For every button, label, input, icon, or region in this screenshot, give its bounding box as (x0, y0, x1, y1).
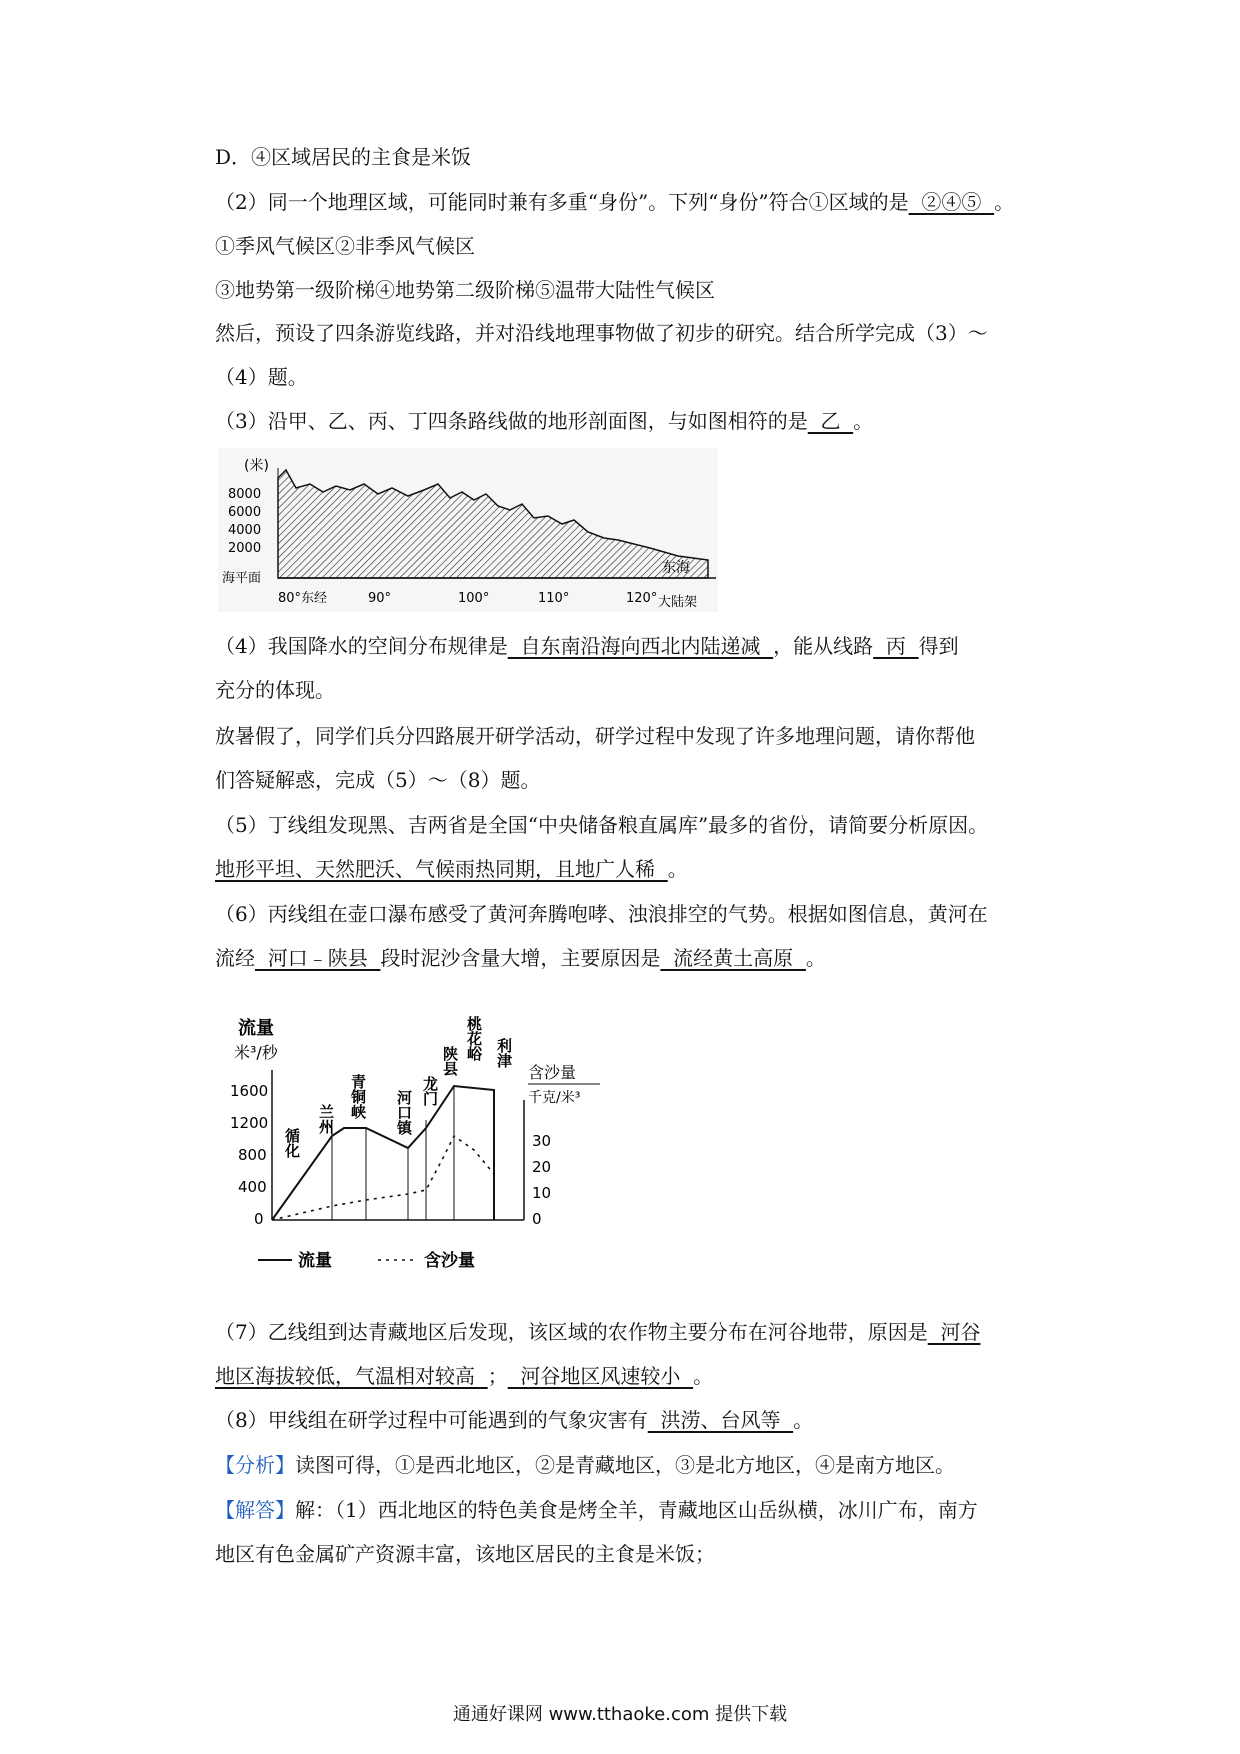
question-2 (215, 188, 1014, 216)
q4-cont: 充分的体现。 (215, 678, 335, 702)
q6-end: 。 (805, 946, 826, 970)
flow-tick: 400 (238, 1178, 267, 1196)
q2-end: 。 (994, 190, 1015, 214)
analysis-text: 读图可得，①是西北地区，②是青藏地区，③是北方地区，④是南方地区。 (295, 1453, 955, 1477)
solution-cont: 地区有色金属矿产资源丰富，该地区居民的主食是米饭； (215, 1542, 715, 1566)
legend-flow-label: 流量 (298, 1251, 332, 1271)
sediment-tick: 30 (532, 1132, 552, 1150)
flow-tick: 0 (254, 1210, 264, 1228)
station-label: 青铜峡 (349, 1074, 367, 1119)
q7-text: （7）乙线组到达青藏地区后发现，该区域的农作物主要分布在河谷地带，原因是 (215, 1320, 928, 1344)
intro-routes: 然后，预设了四条游览线路，并对沿线地理事物做了初步的研究。结合所学完成（3）～ (215, 321, 988, 345)
flow-axis-unit: 米³/秒 (234, 1043, 278, 1062)
flow-line (272, 1086, 494, 1220)
profile-x-tick: 90° (368, 591, 392, 606)
station-label: 兰州 (317, 1104, 335, 1134)
east-sea-label: 东海 (662, 560, 690, 576)
question-3 (215, 407, 873, 435)
intro-summer-cont: 们答疑解惑，完成（5）～（8）题。 (215, 768, 541, 792)
q3-answer: 乙 (807, 409, 854, 433)
q8-answer: 洪涝、台风等 (647, 1408, 794, 1432)
sediment-axis-unit: 千克/米³ (528, 1090, 581, 1106)
q4-text-mid: ，能从线路 (773, 634, 874, 658)
q4-end: 得到 (918, 634, 959, 658)
sediment-tick: 20 (532, 1158, 552, 1176)
q8-text: （8）甲线组在研学过程中可能遇到的气象灾害有 (215, 1408, 648, 1432)
analysis (215, 1451, 955, 1479)
q3-text: （3）沿甲、乙、丙、丁四条路线做的地形剖面图，与如图相符的是 (215, 409, 808, 433)
question-8 (215, 1406, 813, 1434)
yellow-river-figure (228, 1010, 628, 1280)
question-4 (215, 632, 959, 660)
q6-answer-1: 河口﹣陕县 (255, 946, 381, 970)
q7-sep: ； (487, 1364, 508, 1388)
station-label: 循化 (283, 1128, 301, 1158)
q2-options-a: ①季风气候区②非季风气候区 (215, 234, 475, 258)
flow-tick: 800 (238, 1146, 267, 1164)
q6-answer-2: 流经黄土高原 (660, 946, 806, 970)
q7-answer-line (215, 1362, 713, 1390)
q7-answer-1a: 河谷 (927, 1320, 981, 1344)
q2-answer: ②④⑤ (908, 190, 995, 214)
q2-text: （2）同一个地理区域，可能同时兼有多重“身份”。下列“身份”符合①区域的是 (215, 190, 909, 214)
shelf-label: 大陆架 (658, 595, 698, 610)
sediment-tick: 0 (532, 1210, 542, 1228)
q5-answer: 地形平坦、天然肥沃、气候雨热同期，且地广人稀 (215, 857, 668, 881)
station-label: 陕县 (441, 1046, 459, 1076)
terrain-profile-figure (218, 448, 718, 612)
q5-answer-line (215, 855, 688, 883)
question-6: （6）丙线组在壶口瀑布感受了黄河奔腾咆哮、浊浪排空的气势。根据如图信息，黄河在 (215, 902, 988, 926)
legend-sand-label: 含沙量 (424, 1251, 475, 1271)
profile-x-tick: 100° (458, 591, 490, 606)
option-d: D．④区域居民的主食是米饭 (215, 145, 472, 169)
profile-y-tick: 6000 (228, 505, 262, 520)
q6-text-mid: 段时泥沙含量大增，主要原因是 (380, 946, 661, 970)
q7-answer-2: 河谷地区风速较小 (507, 1364, 694, 1388)
profile-y-tick: 2000 (228, 541, 262, 556)
solution (215, 1496, 978, 1524)
station-label: 桃花峪 (465, 1016, 483, 1061)
solution-tag: 【解答】 (215, 1498, 295, 1522)
q6-text: 流经 (215, 946, 255, 970)
q4-answer-2: 丙 (873, 634, 919, 658)
sediment-axis-title: 含沙量 (528, 1063, 577, 1082)
station-label: 利津 (495, 1038, 513, 1068)
q4-text: （4）我国降水的空间分布规律是 (215, 634, 508, 658)
flow-axis-title: 流量 (238, 1018, 274, 1039)
q6-answer-line (215, 944, 826, 972)
q8-end: 。 (793, 1408, 814, 1432)
profile-x-tick: 80°东经 (278, 591, 328, 606)
sediment-line (272, 1136, 494, 1220)
q5-end: 。 (667, 857, 688, 881)
station-label: 龙门 (421, 1076, 439, 1106)
profile-y-tick: 8000 (228, 487, 262, 502)
profile-x-tick: 110° (538, 591, 570, 606)
page-footer: 通通好课网 www.tthaoke.com 提供下载 (452, 1704, 788, 1725)
question-7 (215, 1318, 980, 1346)
q4-answer-1: 自东南沿海向西北内陆递减 (507, 634, 774, 658)
station-labels (283, 1015, 513, 1158)
sediment-tick: 10 (532, 1184, 552, 1202)
flow-tick: 1200 (230, 1114, 269, 1132)
profile-y-tick: 4000 (228, 523, 262, 538)
q2-options-b: ③地势第一级阶梯④地势第二级阶梯⑤温带大陆性气候区 (215, 278, 715, 302)
flow-tick: 1600 (230, 1082, 269, 1100)
profile-y-tick: 海平面 (222, 571, 262, 586)
analysis-tag: 【分析】 (215, 1453, 295, 1477)
q7-end: 。 (693, 1364, 714, 1388)
intro-summer: 放暑假了，同学们兵分四路展开研学活动，研学过程中发现了许多地理问题，请你帮他 (215, 724, 975, 748)
solution-text: 解：（1）西北地区的特色美食是烤全羊，青藏地区山岳纵横，冰川广布，南方 (295, 1498, 978, 1522)
station-label: 河口镇 (395, 1090, 413, 1135)
intro-routes-cont: （4）题。 (215, 365, 308, 389)
profile-unit-label: (米) (244, 458, 269, 474)
profile-x-tick: 120° (626, 591, 658, 606)
question-5: （5）丁线组发现黑、吉两省是全国“中央储备粮直属库”最多的省份，请简要分析原因。 (215, 813, 989, 837)
q3-end: 。 (853, 409, 874, 433)
q7-answer-1b: 地区海拔较低，气温相对较高 (215, 1364, 488, 1388)
